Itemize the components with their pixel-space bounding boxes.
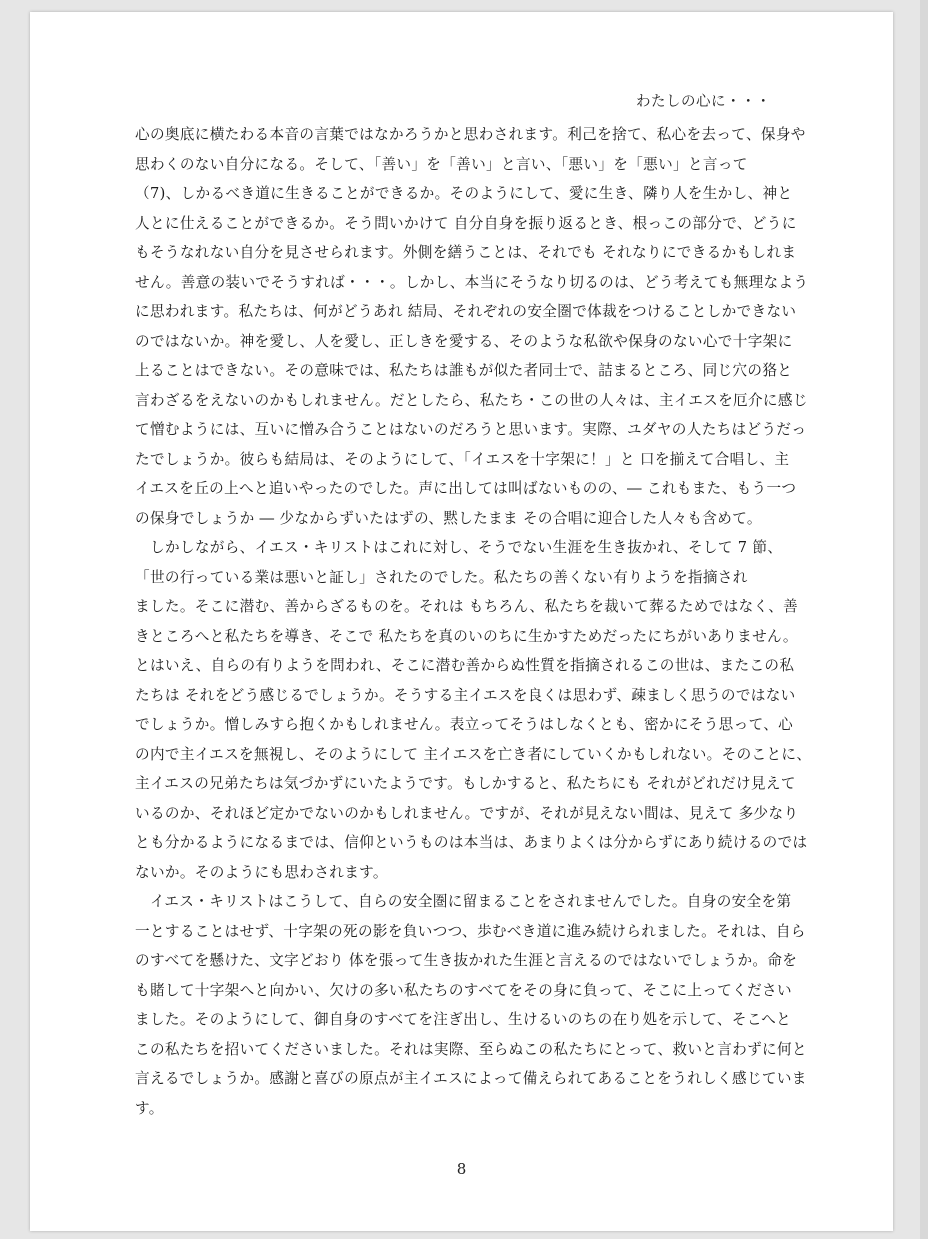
text-line: もそうなれない自分を見させられます。外側を繕うことは、それでも それなりにできるかもしれま xyxy=(135,244,797,261)
text-line: 主イエスの兄弟たちは気づかずにいたようです。もしかすると、私たちにも それがどれだけ見えて xyxy=(135,775,796,792)
text-line: いるのか、それほど定かでないのかもしれません。ですが、それが見えない間は、見えて 多少なり xyxy=(135,804,799,822)
scrollbar-track[interactable] xyxy=(920,0,928,1239)
text-line: せん。善意の装いでそうすれば・・・。しかし、本当にそうなり切るのは、どう考えても無理なよう xyxy=(135,273,809,291)
running-header: わたしの心に・・・ xyxy=(636,94,771,110)
text-line: て憎むようには、互いに憎み合うことはないのだろうと思います。実際、ユダヤの人たちはどうだっ xyxy=(135,421,807,438)
text-line: 言わざるをえないのかもしれません。だとしたら、私たち・この世の人々は、主イエスを厄介に感じ xyxy=(135,391,808,409)
text-line: のではないか。神を愛し、人を愛し、正しきを愛する、そのような私欲や保身のない心で十字架に xyxy=(135,332,793,350)
text-line: 思わくのない自分になる。そして、「善い」を「善い」と言い、「悪い」を「悪い」と言って xyxy=(135,155,748,173)
text-line: ました。そのようにして、御自身のすべてを注ぎ出し、生けるいのちの在り処を示して、そこへと xyxy=(135,1011,792,1028)
text-line: も賭して十字架へと向かい、欠けの多い私たちのすべてをその身に負って、そこに上ってください xyxy=(135,981,792,999)
text-line: す。 xyxy=(135,1099,164,1117)
paragraph-start-line: しかしながら、イエス・キリストはこれに対し、そうでない生涯を生き抜かれ、そして 7 節、 xyxy=(150,539,783,556)
text-line: ないか。そのようにも思わされます。 xyxy=(135,863,388,881)
text-line: この私たちを招いてくださいました。それは実際、至らぬこの私たちにとって、救いと言わずに何と xyxy=(135,1040,807,1058)
text-line: とも分かるようになるまでは、信仰というものは本当は、あまりよくは分からずにあり続けるのでは xyxy=(135,834,808,851)
text-line: （7)、しかるべき道に生きることができるか。そのようにして、愛に生き、隣り人を生かし、神と xyxy=(135,185,793,202)
document-page xyxy=(30,12,893,1231)
text-line: 心の奥底に横たわる本音の言葉ではなかろうかと思わされます。利己を捨て、私心を去って、保身や xyxy=(135,126,806,143)
paragraph-start-line: イエス・キリストはこうして、自らの安全圏に留まることをされませんでした。自身の安全を第 xyxy=(150,893,792,910)
text-line: ました。そこに潜む、善からざるものを。それは もちろん、私たちを裁いて葬るためではなく、善 xyxy=(135,598,799,615)
text-line: でしょうか。憎しみすら抱くかもしれません。表立ってそうはしなくとも、密かにそう思って、心 xyxy=(135,716,794,733)
text-line: きところへと私たちを導き、そこで 私たちを真のいのちに生かすためだったにちがいありません。 xyxy=(135,627,798,645)
page-number: 8 xyxy=(456,1160,467,1178)
text-line: の内で主イエスを無視し、そのようにして 主イエスを亡き者にしていくかもしれない。そのことに、 xyxy=(135,745,812,763)
text-line: たちは それをどう感じるでしょうか。そうする主イエスを良くは思わず、疎ましく思うのではない xyxy=(135,686,796,704)
text-line: 一とすることはせず、十字架の死の影を負いつつ、歩むべき道に進み続けられました。それは、自ら xyxy=(135,922,806,940)
text-line: の保身でしょうか ― 少なからずいたはずの、黙したまま その合唱に迎合した人々も含めて。 xyxy=(135,509,762,527)
text-line: 言えるでしょうか。感謝と喜びの原点が主イエスによって備えられてあることをうれしく感じていま xyxy=(135,1070,807,1087)
text-line: とはいえ、自らの有りようを問われ、そこに潜む善からぬ性質を指摘されるこの世は、またこの私 xyxy=(135,657,795,674)
body-text xyxy=(135,120,812,1123)
text-line: 「世の行っている業は悪いと証し」されたのでした。私たちの善くない有りようを指摘され xyxy=(135,568,748,586)
text-line: イエスを丘の上へと追いやったのでした。声に出しては叫ばないものの、― これもまた、もう一つ xyxy=(135,480,797,497)
text-line: のすべてを懸けた、文字どおり 体を張って生き抜かれた生涯と言えるのではないでしょうか。命を xyxy=(135,952,798,969)
text-line: たでしょうか。彼らも結局は、そのようにして、「イエスを十字架に！」と 口を揃えて合唱し、主 xyxy=(135,450,790,468)
text-line: 上ることはできない。その意味では、私たちは誰もが似た者同士で、詰まるところ、同じ穴の狢と xyxy=(135,362,793,379)
text-line: 人とに仕えることができるか。そう問いかけて 自分自身を振り返るとき、根っこの部分で、どうに xyxy=(135,214,797,232)
text-line: に思われます。私たちは、何がどうあれ 結局、それぞれの安全圏で体裁をつけることしかできない xyxy=(135,303,797,320)
